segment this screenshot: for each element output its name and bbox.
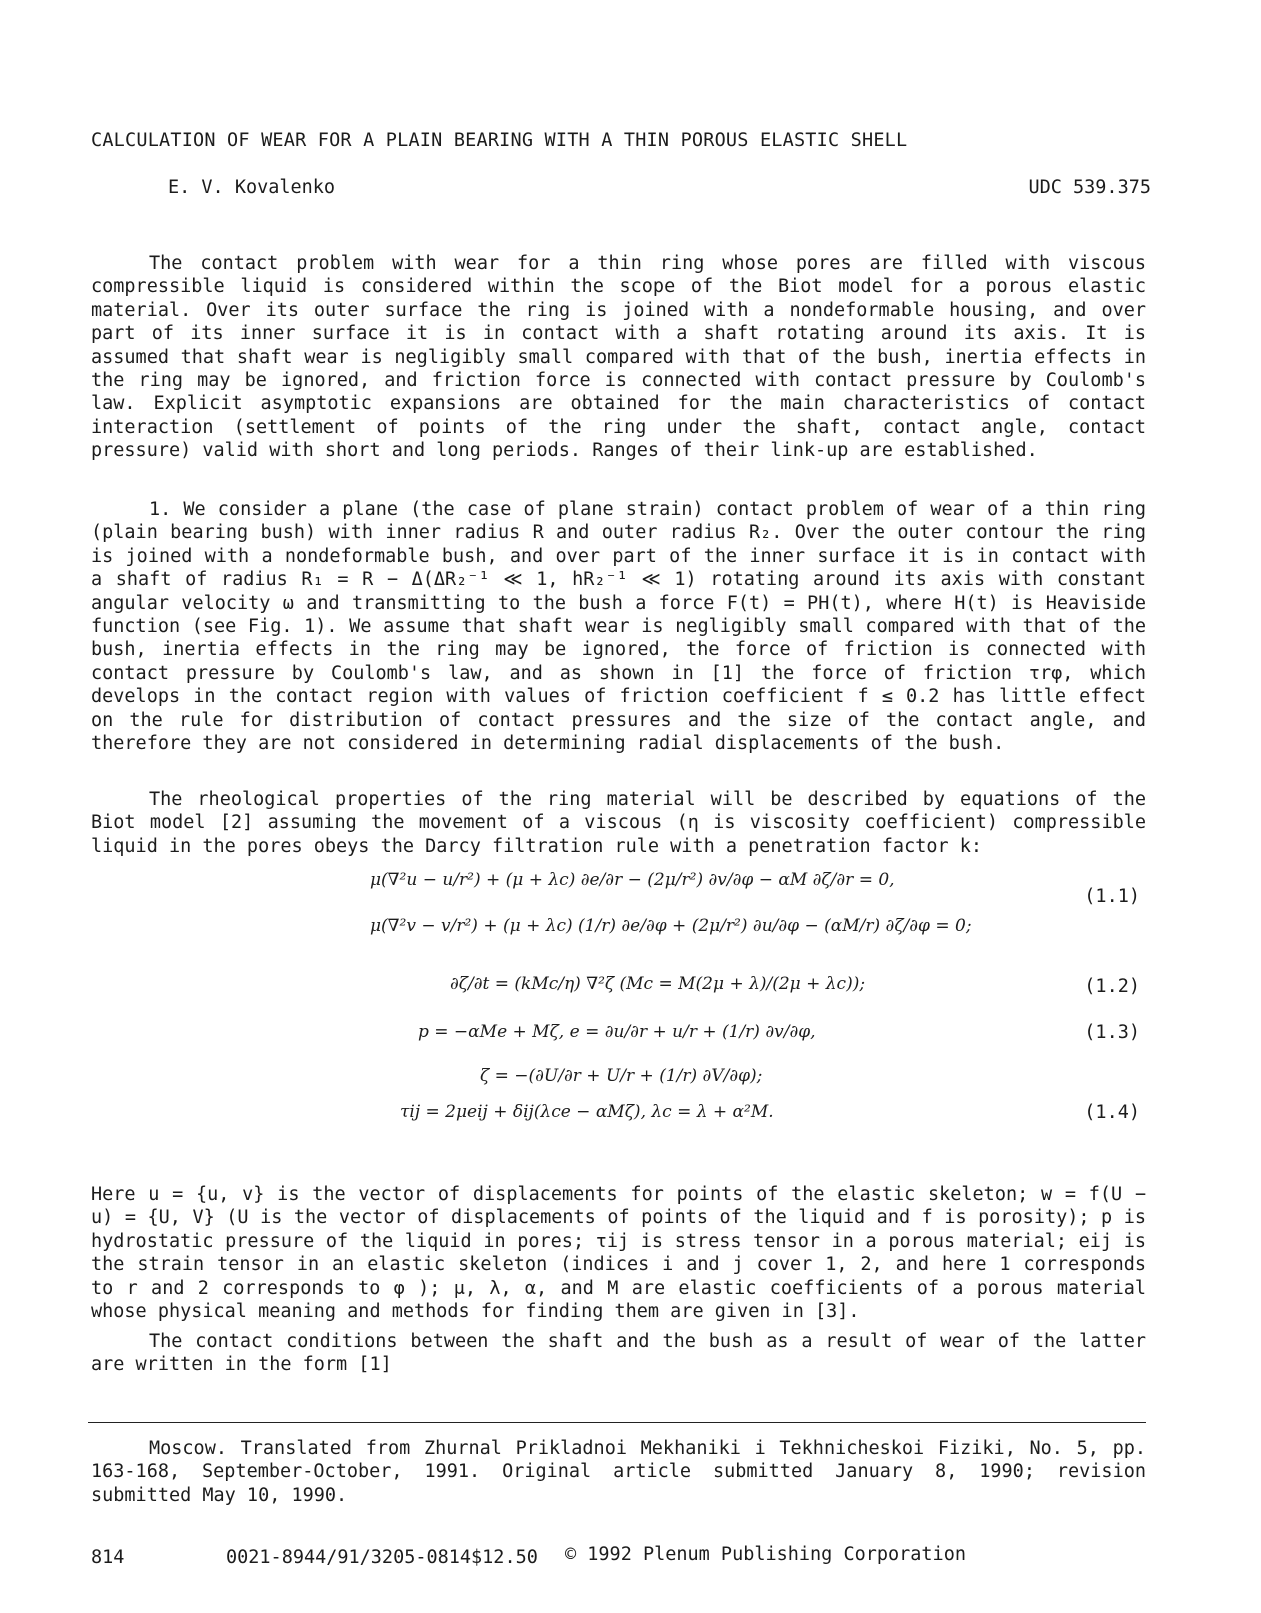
equation-number-1-1: (1.1)	[1084, 886, 1140, 907]
equation-1-2: ∂ζ/∂t = (kMc/η) ∇²ζ (Mc = M(2μ + λ)/(2μ + λc));	[450, 974, 866, 994]
author: E. V. Kovalenko	[168, 177, 336, 198]
equation-1-1b: μ(∇²v − v/r²) + (μ + λc) (1/r) ∂e/∂φ + (2μ/r²) ∂u/∂φ − (αM/r) ∂ζ/∂φ = 0;	[370, 916, 972, 936]
footnote-rule	[88, 1422, 1146, 1423]
equation-1-4: τij = 2μeij + δij(λce − αMζ), λc = λ + α²M.	[400, 1102, 774, 1122]
page-number: 814	[91, 1547, 125, 1568]
equation-1-3a: p = −αMe + Mζ, e = ∂u/∂r + u/r + (1/r) ∂v/∂φ,	[418, 1022, 816, 1042]
footnote: Moscow. Translated from Zhurnal Prikladnoi Mekhaniki i Tekhnicheskoi Fiziki, No. 5, pp. 163-168, September-October, 1991. Original article submitted January 8, 1990; revision submitted May 10, 1990.	[91, 1438, 1146, 1506]
copyright: © 1992 Plenum Publishing Corporation	[565, 1544, 966, 1565]
paragraph-4: The contact conditions between the shaft and the bush as a result of wear of the latter are written in the form [1]	[91, 1331, 1146, 1376]
equation-1-3b: ζ = −(∂U/∂r + U/r + (1/r) ∂V/∂φ);	[480, 1066, 763, 1086]
paragraph-3: Here u = {u, v} is the vector of displacements for points of the elastic skeleton; w = f(U − u) = {U, V} (U is the vector of displacements of points of the liquid and f is porosity); p is hydrostatic pressure of the liquid in pores; τij is stress tensor in a porous material; eij is the strain tensor in an elastic skeleton (indices i and j cover 1, 2, and here 1 corresponds to r and 2 corresponds to φ ); μ, λ, α, and M are elastic coefficients of a porous material whose physical meaning and methods for finding them are given in [3].	[91, 1184, 1146, 1323]
equation-number-1-4: (1.4)	[1084, 1102, 1140, 1123]
equation-number-1-2: (1.2)	[1084, 976, 1140, 997]
journal-code: 0021-8944/91/3205-0814$12.50	[226, 1547, 538, 1568]
paragraph-2: The rheological properties of the ring material will be described by equations of the Biot model [2] assuming the movement of a viscous (η is viscosity coefficient) compressible liquid in the pores obeys the Darcy filtration rule with a penetration factor k:	[91, 789, 1146, 857]
paragraph-1: 1. We consider a plane (the case of plane strain) contact problem of wear of a thin ring (plain bearing bush) with inner radius R and outer radius R₂. Over the outer contour the ring is joined with a nondeformable bush, and over part of the inner surface it is in contact with a shaft of radius R₁ = R − Δ(ΔR₂⁻¹ ≪ 1, hR₂⁻¹ ≪ 1) rotating around its axis with constant angular velocity ω and transmitting to the bush a force F(t) = PH(t), where H(t) is Heaviside function (see Fig. 1). We assume that shaft wear is negligibly small compared with that of the bush, inertia effects in the ring may be ignored, the force of friction is connected with contact pressure by Coulomb's law, and as shown in [1] the force of friction τrφ, which develops in the contact region with values of friction coefficient f ≤ 0.2 has little effect on the rule for distribution of contact pressures and the size of the contact angle, and therefore they are not considered in determining radial displacements of the bush.	[91, 499, 1146, 755]
equation-1-1a: μ(∇²u − u/r²) + (μ + λc) ∂e/∂r − (2μ/r²) ∂v/∂φ − αM ∂ζ/∂r = 0,	[370, 870, 895, 890]
equation-number-1-3: (1.3)	[1084, 1022, 1140, 1043]
udc-code: UDC 539.375	[1028, 177, 1151, 198]
article-title: CALCULATION OF WEAR FOR A PLAIN BEARING WITH A THIN POROUS ELASTIC SHELL	[91, 130, 908, 151]
equation-block	[340, 866, 1140, 1166]
abstract: The contact problem with wear for a thin ring whose pores are filled with viscous compressible liquid is considered within the scope of the Biot model for a porous elastic material. Over its outer surface the ring is joined with a nondeformable housing, and over part of its inner surface it is in contact with a shaft rotating around its axis. It is assumed that shaft wear is negligibly small compared with that of the bush, inertia effects in the ring may be ignored, and friction force is connected with contact pressure by Coulomb's law. Explicit asymptotic expansions are obtained for the main characteristics of contact interaction (settlement of points of the ring under the shaft, contact angle, contact pressure) valid with short and long periods. Ranges of their link-up are established.	[91, 253, 1146, 462]
